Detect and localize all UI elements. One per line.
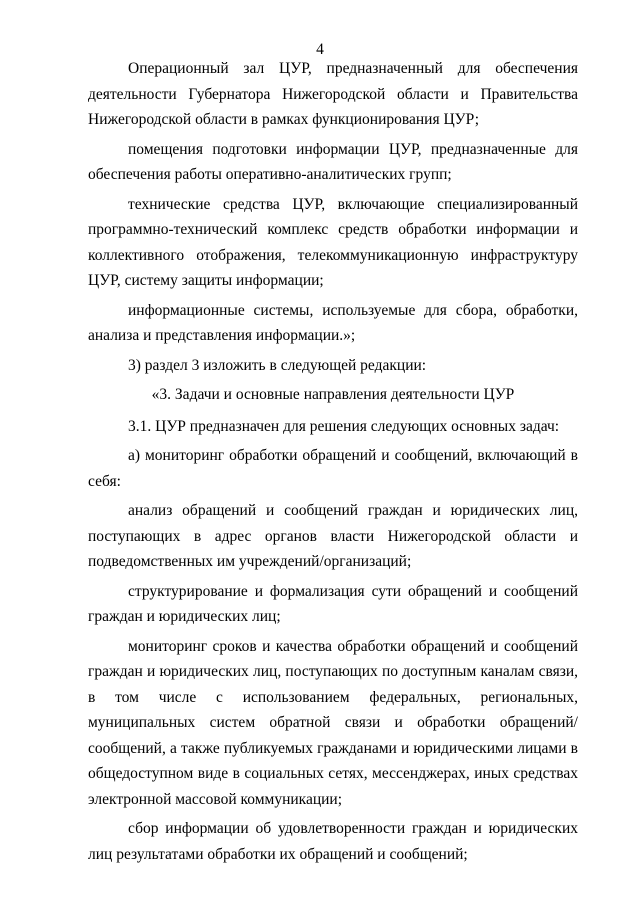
paragraph-satisfaction: сбор информации об удовлетворенности граждан и юридических лиц результатами обработки их обращений и сообщений; [88,820,578,863]
paragraph-technical-means: технические средства ЦУР, включающие специализированный программно-технический комплекс средств обработки информации и коллективного отображения, телекоммуникационную инфраструктуру ЦУР, систему защиты информации; [88,195,578,289]
paragraph-section-3-amendment: 3) раздел 3 изложить в следующей редакции: [128,356,427,374]
paragraph-info-rooms: помещения подготовки информации ЦУР, предназначенные для обеспечения работы оперативно-аналитических групп; [88,140,578,183]
page-number: 4 [316,41,324,58]
document-body [88,56,578,871]
paragraph-information-systems: информационные системы, используемые для сбора, обработки, анализа и представления информации.»; [88,301,578,344]
paragraph-operational-hall: Операционный зал ЦУР, предназначенный для обеспечения деятельности Губернатора Нижегородской области и Правительства Нижегородской области в рамках функционирования ЦУР; [88,60,578,128]
paragraph-monitoring: мониторинг сроков и качества обработки обращений и сообщений граждан и юридических лиц, поступающих по доступным каналам связи, в том числе с использованием федеральных, региональных, муниципальных систем обратной связи и обработки обращений/сообщений, а также публикуемых гражданами и юридическими лицами в общедоступном виде в социальных сетях, мессенджерах, иных средствах электронной массовой коммуникации; [88,637,578,808]
paragraph-structuring: структурирование и формализация сути обращений и сообщений граждан и юридических лиц; [88,582,578,625]
paragraph-analysis: анализ обращений и сообщений граждан и юридических лиц, поступающих в адрес органов власти Нижегородской области и подведомственных им учреждений/организаций; [88,502,578,570]
paragraph-item-a: а) мониторинг обработки обращений и сообщений, включающий в себя: [88,447,578,490]
section-heading: «3. Задачи и основные направления деятельности ЦУР [151,386,515,403]
paragraph-3-1: 3.1. ЦУР предназначен для решения следующих основных задач: [128,417,560,435]
